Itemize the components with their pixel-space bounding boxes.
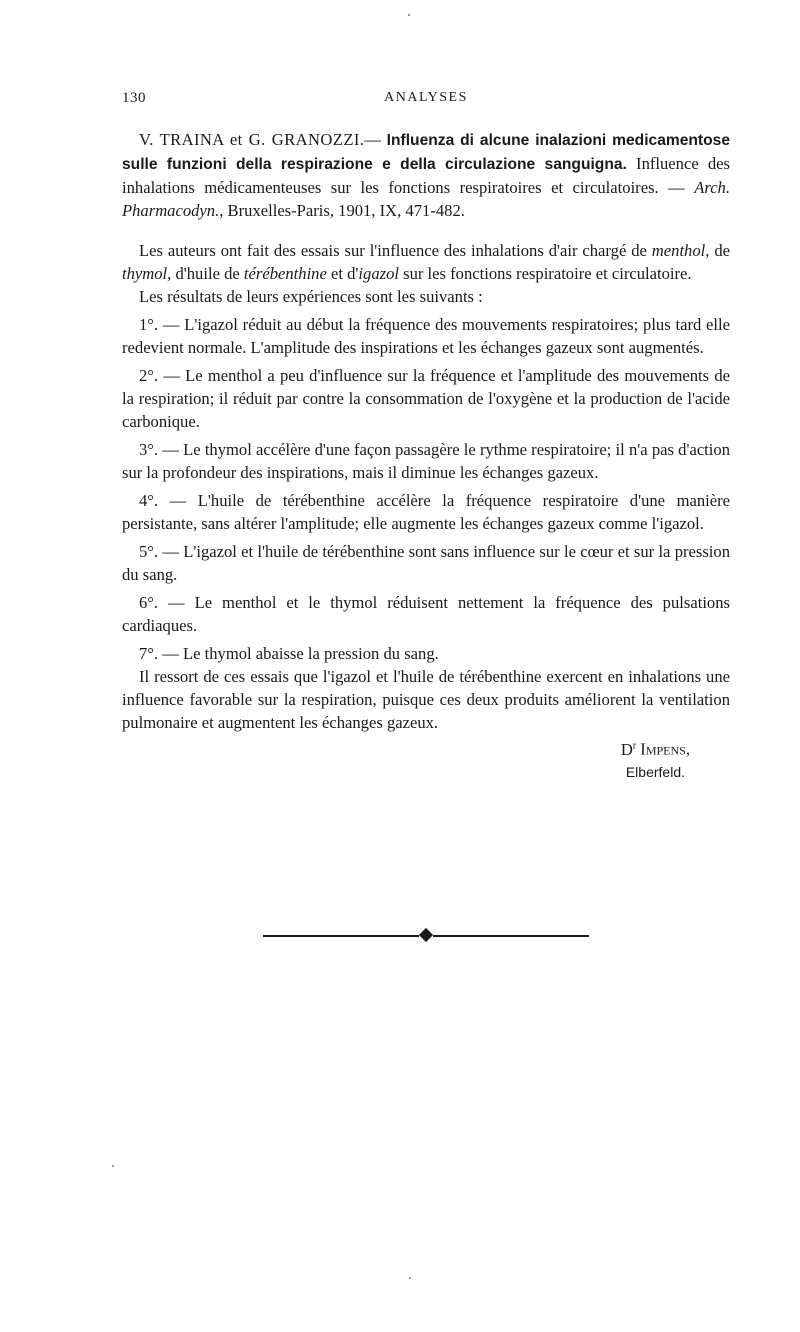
result-number: 1°. — [139, 315, 159, 334]
intro-text-3: , d'huile de — [167, 264, 244, 283]
intro-text-2: , de — [705, 241, 730, 260]
ornament-rule-right — [433, 935, 589, 937]
result-text: — L'igazol réduit au début la fréquence des mouvements respiratoires; plus tard elle redevient normale. L'amplitude des inspirations et les échanges gazeux sont augmentés. — [122, 315, 730, 357]
signature-city: Elberfeld. — [625, 763, 685, 780]
result-text: — L'igazol et l'huile de térébenthine sont sans influence sur le cœur et sur la pression du sang. — [122, 542, 730, 584]
result-item — [122, 489, 730, 535]
ornament-rule-left — [263, 935, 419, 937]
paper-speck — [409, 1277, 411, 1279]
intro-thymol: thymol — [122, 264, 168, 283]
paper-speck — [112, 1165, 114, 1167]
result-item — [122, 591, 730, 637]
result-number: 6°. — [139, 593, 159, 612]
signature-title-text: D — [620, 739, 633, 759]
intro-paragraph — [122, 239, 730, 285]
article-body — [122, 128, 730, 784]
journal-details: , Bruxelles-Paris, 1901, IX, 471-482. — [219, 201, 465, 220]
intro-text-4: et d' — [326, 264, 359, 283]
journal-dash: — — [668, 178, 685, 197]
citation — [122, 128, 730, 222]
result-text: — Le thymol abaisse la pression du sang. — [162, 644, 439, 663]
signature-name — [122, 734, 730, 761]
signature-title-sup: r — [632, 740, 637, 751]
journal-name: Arch. Pharmacodyn. — [122, 178, 731, 220]
section-end-ornament — [263, 926, 589, 946]
result-number: 4°. — [139, 491, 159, 510]
result-item — [122, 540, 730, 586]
result-item — [122, 364, 730, 433]
conclusion-paragraph: Il ressort de ces essais que l'igazol et l'huile de térébenthine exercent en inhalations une influence favorable sur la respiration, puisque ces deux produits améliorent la ventilation pulmonaire et augmentent les échanges gazeux. — [122, 667, 730, 732]
result-number: 7°. — [139, 644, 159, 663]
page-header — [122, 90, 730, 112]
result-item — [122, 438, 730, 484]
result-text: — Le menthol a peu d'influence sur la fréquence et l'amplitude des mouvements de la respiration; il réduit par contre la consommation de l'oxygène et la production de l'acide carbonique. — [122, 366, 730, 431]
results-intro: Les résultats de leurs expériences sont les suivants : — [139, 287, 483, 306]
intro-terebenthine: térébenthine — [243, 264, 327, 283]
signature-surname: Impens, — [640, 739, 690, 759]
running-head: ANALYSES — [384, 90, 468, 105]
result-number: 3°. — [139, 440, 159, 459]
french-title: Influence des inhalations médicamenteuses sur les fonctions respiratoires et circulatoires. — [122, 154, 730, 197]
citation-dash: — — [364, 130, 381, 149]
page-number: 130 — [122, 90, 146, 106]
intro-text-5: sur les fonctions respiratoire et circulatoire. — [398, 264, 692, 283]
signature — [122, 734, 730, 784]
result-number: 2°. — [139, 366, 159, 385]
result-text: — Le menthol et le thymol réduisent nettement la fréquence des pulsations cardiaques. — [122, 593, 730, 635]
result-number: 5°. — [139, 542, 159, 561]
citation-authors: V. TRAINA et G. GRANOZZI. — [139, 130, 365, 149]
result-text: — L'huile de térébenthine accélère la fréquence respiratoire d'une manière persistante, sans altérer l'amplitude; elle augmente les échanges gazeux comme l'igazol. — [122, 491, 730, 533]
italian-title: Influenza di alcune inalazioni medicamentose sulle funzioni della respirazione e della circulazione sanguigna. — [122, 132, 730, 173]
paper-speck — [408, 14, 410, 16]
result-item — [122, 313, 730, 359]
result-text: — Le thymol accélère d'une façon passagère le rythme respiratoire; il n'a pas d'action sur la profondeur des inspirations, mais il diminue les échanges gazeux. — [122, 440, 730, 482]
diamond-icon — [419, 928, 433, 942]
intro-text-1: Les auteurs ont fait des essais sur l'influence des inhalations d'air chargé de — [139, 241, 652, 260]
intro-menthol: menthol — [651, 241, 706, 260]
result-item — [122, 642, 730, 665]
intro-igazol: igazol — [358, 264, 399, 283]
signature-title — [621, 740, 636, 759]
